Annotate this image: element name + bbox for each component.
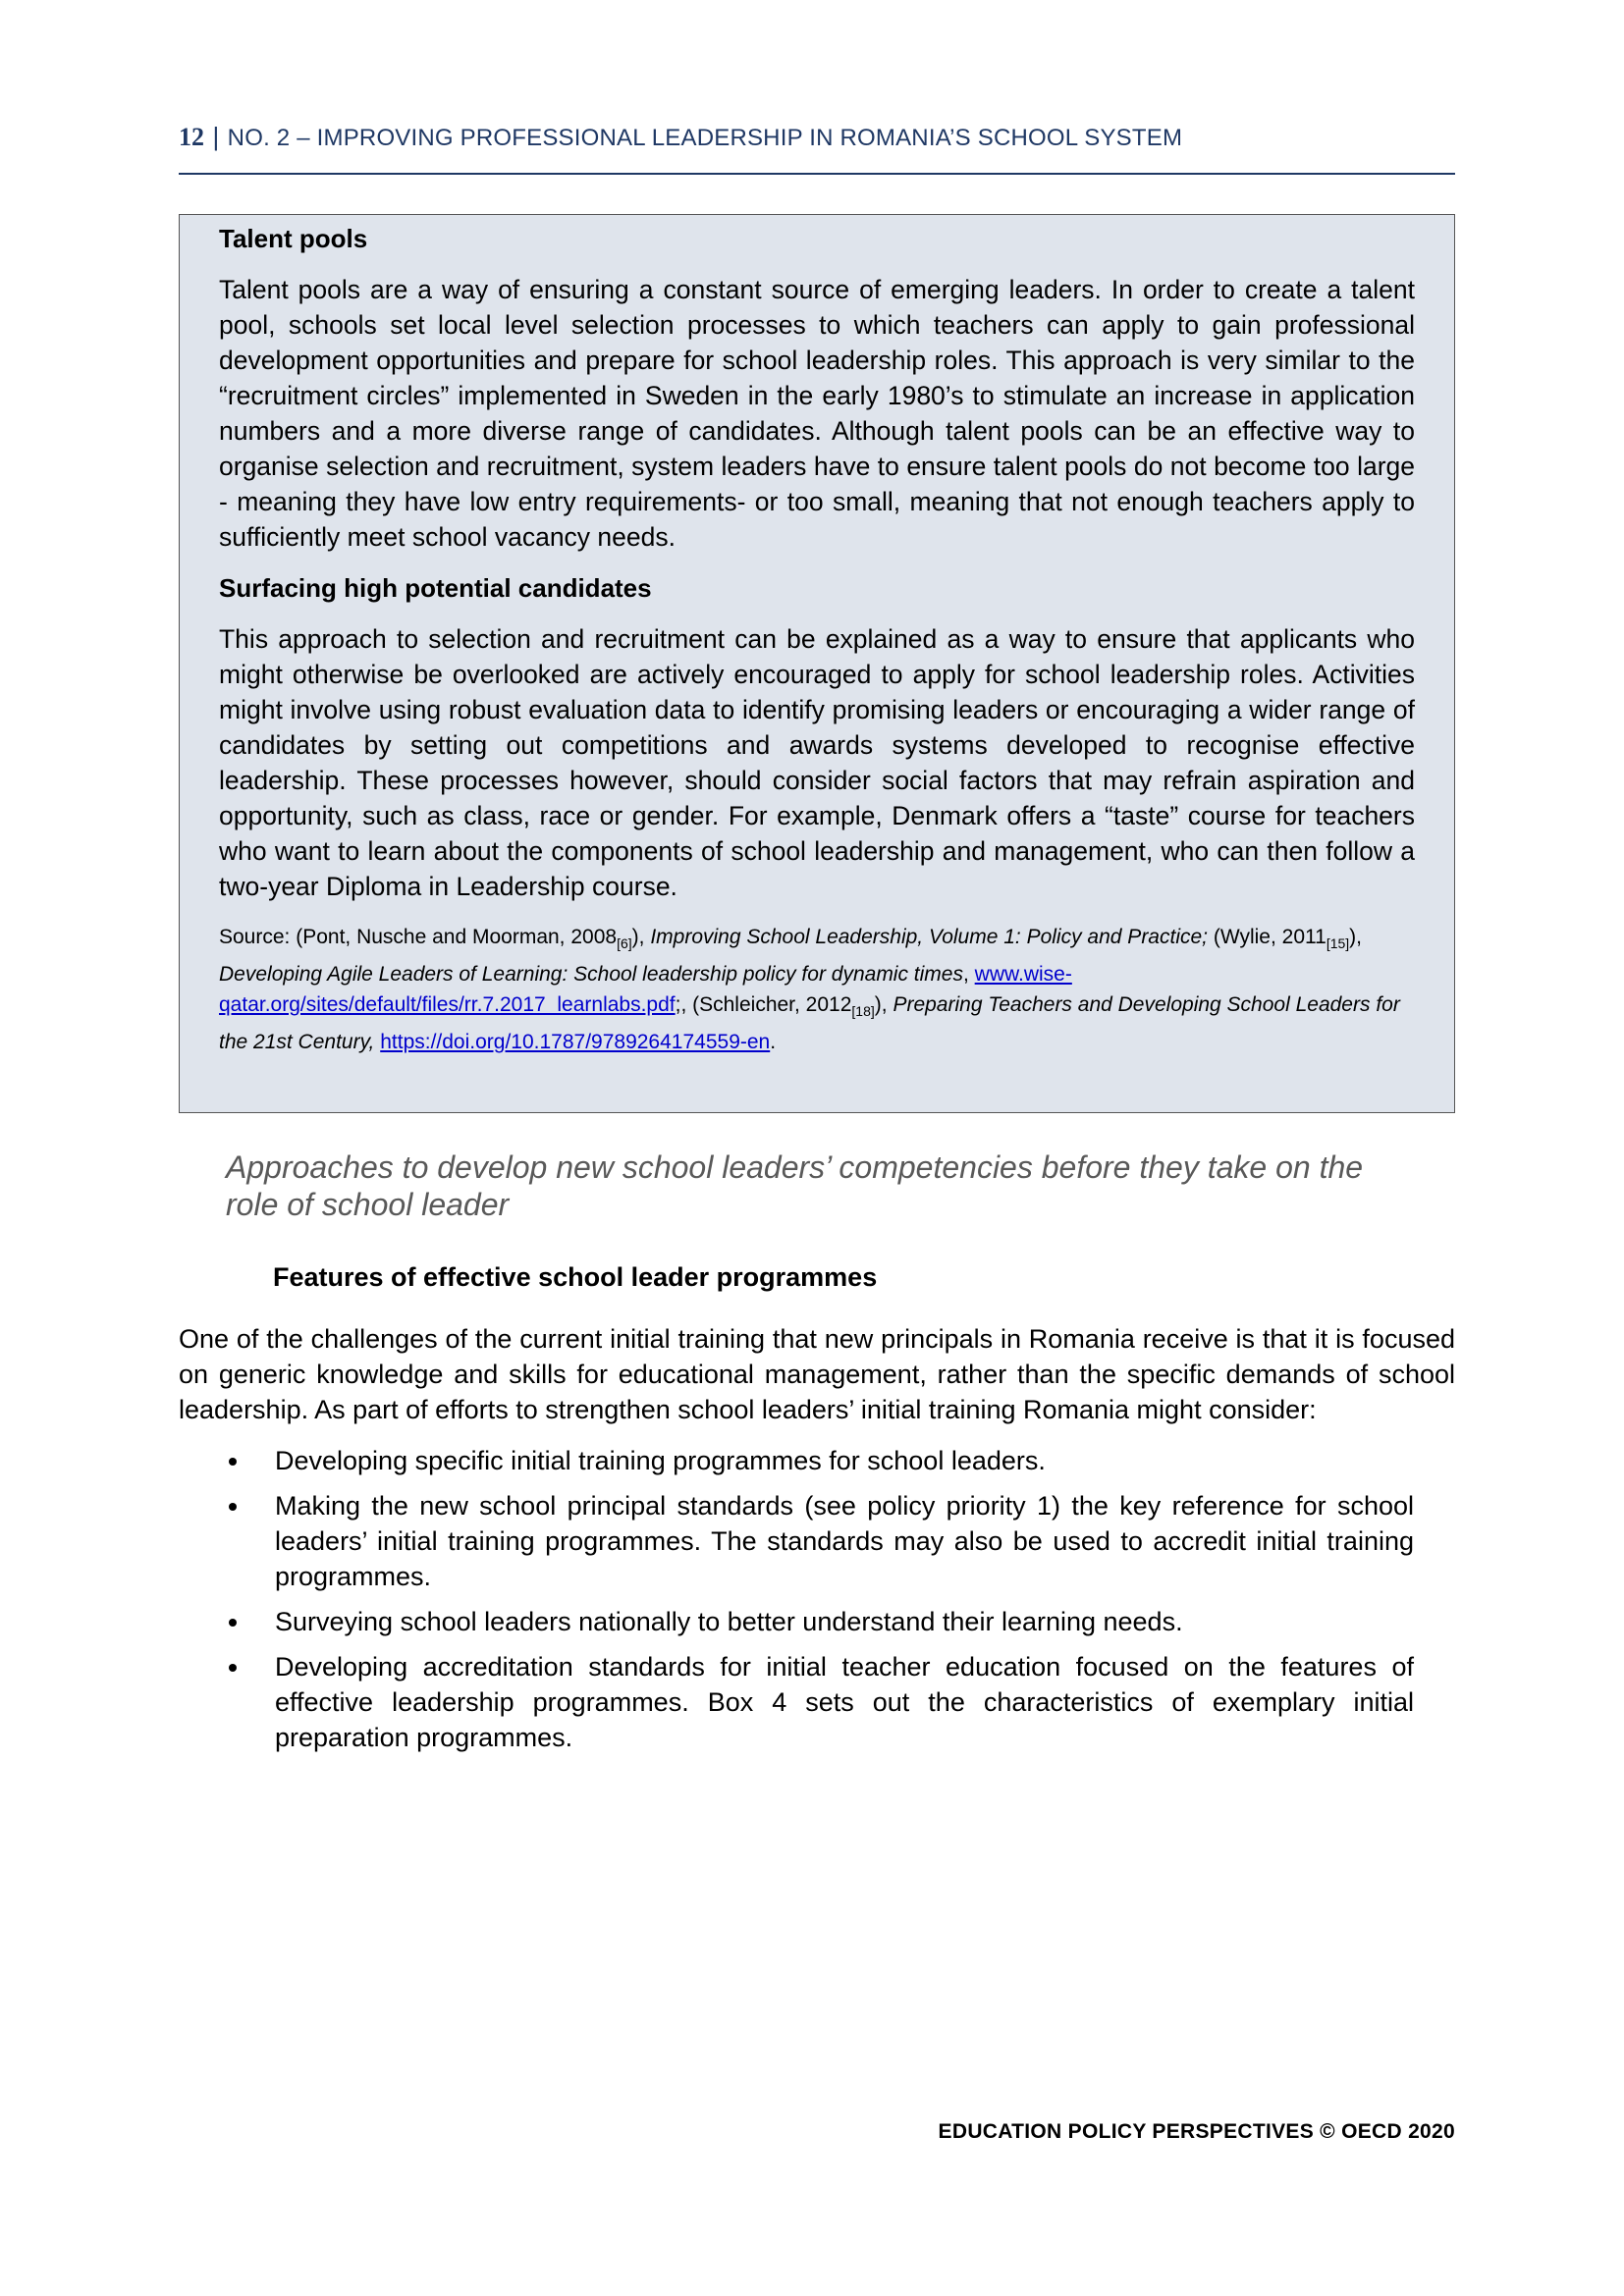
intro-paragraph: One of the challenges of the current initial training that new principals in Romania receive is that it is focused on generic knowledge and skills for educational management, rather than the specific demands of school leadership. As part of efforts to strengthen school leaders’ initial training Romania might consider: [179, 1324, 1455, 1424]
source-link-wise[interactable]: www.wise-qatar.org/sites/default/files/rr.7.2017_learnlabs.pdf [219, 963, 1072, 1017]
list-item [179, 1488, 1414, 1594]
source-text: , [962, 963, 975, 987]
running-header [179, 122, 1455, 152]
page-number: 12 [179, 123, 204, 151]
list-item-text: Making the new school principal standards (see policy priority 1) the key reference for school leaders’ initial training programmes. The standards may also be used to accredit initial training programmes. [275, 1491, 1414, 1591]
source-link-doi[interactable]: https://doi.org/10.1787/9789264174559-en [380, 1031, 771, 1054]
source-ref: [15] [1326, 935, 1350, 952]
source-ref: [18] [851, 1003, 875, 1020]
list-item [179, 1649, 1414, 1755]
bullet-icon [229, 1664, 237, 1672]
list-item-text: Surveying school leaders nationally to better understand their learning needs. [275, 1607, 1183, 1636]
page-footer: EDUCATION POLICY PERSPECTIVES © OECD 2020 [938, 2120, 1455, 2143]
surfacing-heading: Surfacing high potential candidates [219, 573, 652, 603]
talent-pools-heading: Talent pools [219, 224, 368, 253]
source-text: ;, (Schleicher, 2012 [675, 993, 852, 1017]
bullet-icon [229, 1458, 237, 1466]
source-text: Source: (Pont, Nusche and Moorman, 2008 [219, 926, 618, 948]
bullet-list [179, 1443, 1414, 1765]
list-item-text: Developing specific initial training programmes for school leaders. [275, 1446, 1046, 1475]
source-title: Developing Agile Leaders of Learning: School leadership policy for dynamic times [219, 963, 963, 987]
bullet-icon [229, 1619, 237, 1627]
info-box [179, 214, 1455, 1113]
features-heading: Features of effective school leader programmes [273, 1262, 878, 1292]
source-title: Preparing Teachers and Developing School Leaders for the 21st Century, [219, 993, 1400, 1054]
header-separator: | [212, 122, 220, 151]
header-rule [179, 173, 1455, 175]
source-title: Improving School Leadership, Volume 1: Policy and Practice; [650, 926, 1208, 948]
section-subheading: Approaches to develop new school leaders’ competencies before they take on the role of school leader [226, 1149, 1364, 1222]
list-item-text: Developing accreditation standards for initial teacher education focused on the features of effective leadership programmes. Box 4 sets out the characteristics of exemplary initial preparation programmes. [275, 1652, 1414, 1752]
source-text: (Wylie, 2011 [1208, 926, 1326, 948]
source-ref: [6] [617, 935, 632, 952]
bullet-icon [229, 1503, 237, 1511]
box-source-note [219, 922, 1415, 1057]
source-text: ), [1349, 926, 1362, 948]
list-item [179, 1443, 1414, 1478]
surfacing-paragraph: This approach to selection and recruitment can be explained as a way to ensure that applicants who might otherwise be overlooked are actively encouraged to apply for school leadership roles. Activities might involve using robust evaluation data to identify promising leaders or encouraging a wider range of candidates by setting out competitions and awards systems developed to recognise effective leadership. These processes however, should consider social factors that may refrain aspiration and opportunity, such as class, race or gender. For example, Denmark offers a “taste” course for teachers who want to learn about the components of school leadership and management, who can then follow a two-year Diploma in Leadership course. [219, 624, 1415, 901]
talent-pools-paragraph: Talent pools are a way of ensuring a constant source of emerging leaders. In order to create a talent pool, schools set local level selection processes to which teachers can apply to gain professional development opportunities and prepare for school leadership roles. This approach is very similar to the “recruitment circles” implemented in Sweden in the early 1980’s to stimulate an increase in application numbers and a more diverse range of candidates. Although talent pools can be an effective way to organise selection and recruitment, system leaders have to ensure talent pools do not become too large - meaning they have low entry requirements- or too small, meaning that not enough teachers apply to sufficiently meet school vacancy needs. [219, 275, 1415, 552]
source-text: . [770, 1031, 777, 1054]
source-text: ), [631, 926, 651, 948]
list-item [179, 1604, 1414, 1639]
header-title: NO. 2 – IMPROVING PROFESSIONAL LEADERSHIP IN ROMANIA’S SCHOOL SYSTEM [227, 125, 1183, 151]
source-text: ), [874, 993, 893, 1017]
